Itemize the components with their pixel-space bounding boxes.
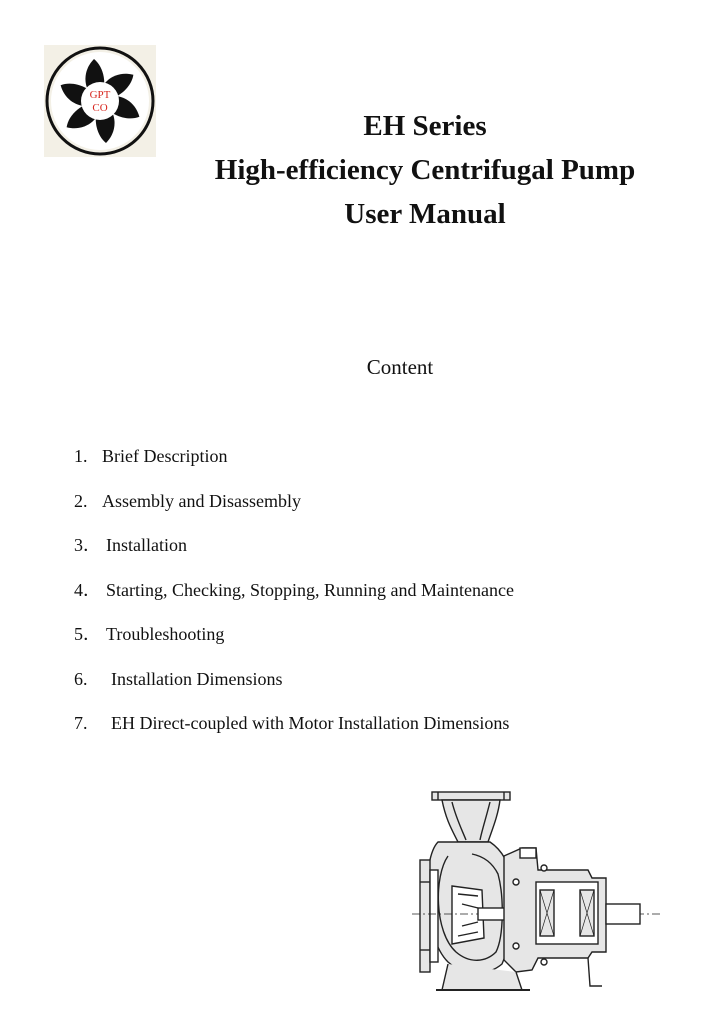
company-logo (44, 45, 156, 157)
pump-drawing (412, 786, 662, 998)
toc-item-text: Assembly and Disassembly (102, 490, 301, 511)
toc-item-number: 7. (74, 713, 88, 733)
title-line-product: High-efficiency Centrifugal Pump (214, 154, 636, 186)
toc-item-number: 6. (74, 668, 88, 689)
toc-item (74, 532, 514, 577)
toc-item-text: Installation Dimensions (111, 668, 283, 689)
toc-item-number: 2. (74, 490, 88, 511)
toc-item-number: 4． (74, 579, 101, 600)
toc-item-text: EH Direct-coupled with Motor Installation Dimensions (111, 713, 510, 733)
toc-item-text: Brief Description (102, 446, 228, 466)
toc-item (74, 710, 514, 755)
toc-item (74, 666, 514, 711)
toc-item-text: Installation (106, 535, 187, 555)
pump-impeller-logo-icon (44, 45, 156, 157)
toc-item-number: 1. (74, 446, 88, 466)
toc-item-text: Troubleshooting (106, 624, 225, 644)
document-title (150, 104, 700, 236)
title-line-series: EH Series (363, 110, 487, 142)
toc-item (74, 621, 514, 666)
content-heading: Content (366, 355, 434, 379)
toc-item (74, 577, 514, 622)
toc-item-text: Starting, Checking, Stopping, Running and Maintenance (106, 579, 514, 600)
toc-item (74, 488, 514, 533)
centrifugal-pump-cross-section-icon (412, 786, 662, 998)
table-of-contents (74, 443, 514, 755)
title-line-manual: User Manual (344, 198, 506, 230)
toc-item-number: 3． (74, 535, 101, 555)
toc-item-number: 5． (74, 624, 101, 644)
toc-item (74, 443, 514, 488)
logo-text-line1: GPT (89, 89, 111, 101)
logo-text-line2: CO (92, 102, 108, 114)
